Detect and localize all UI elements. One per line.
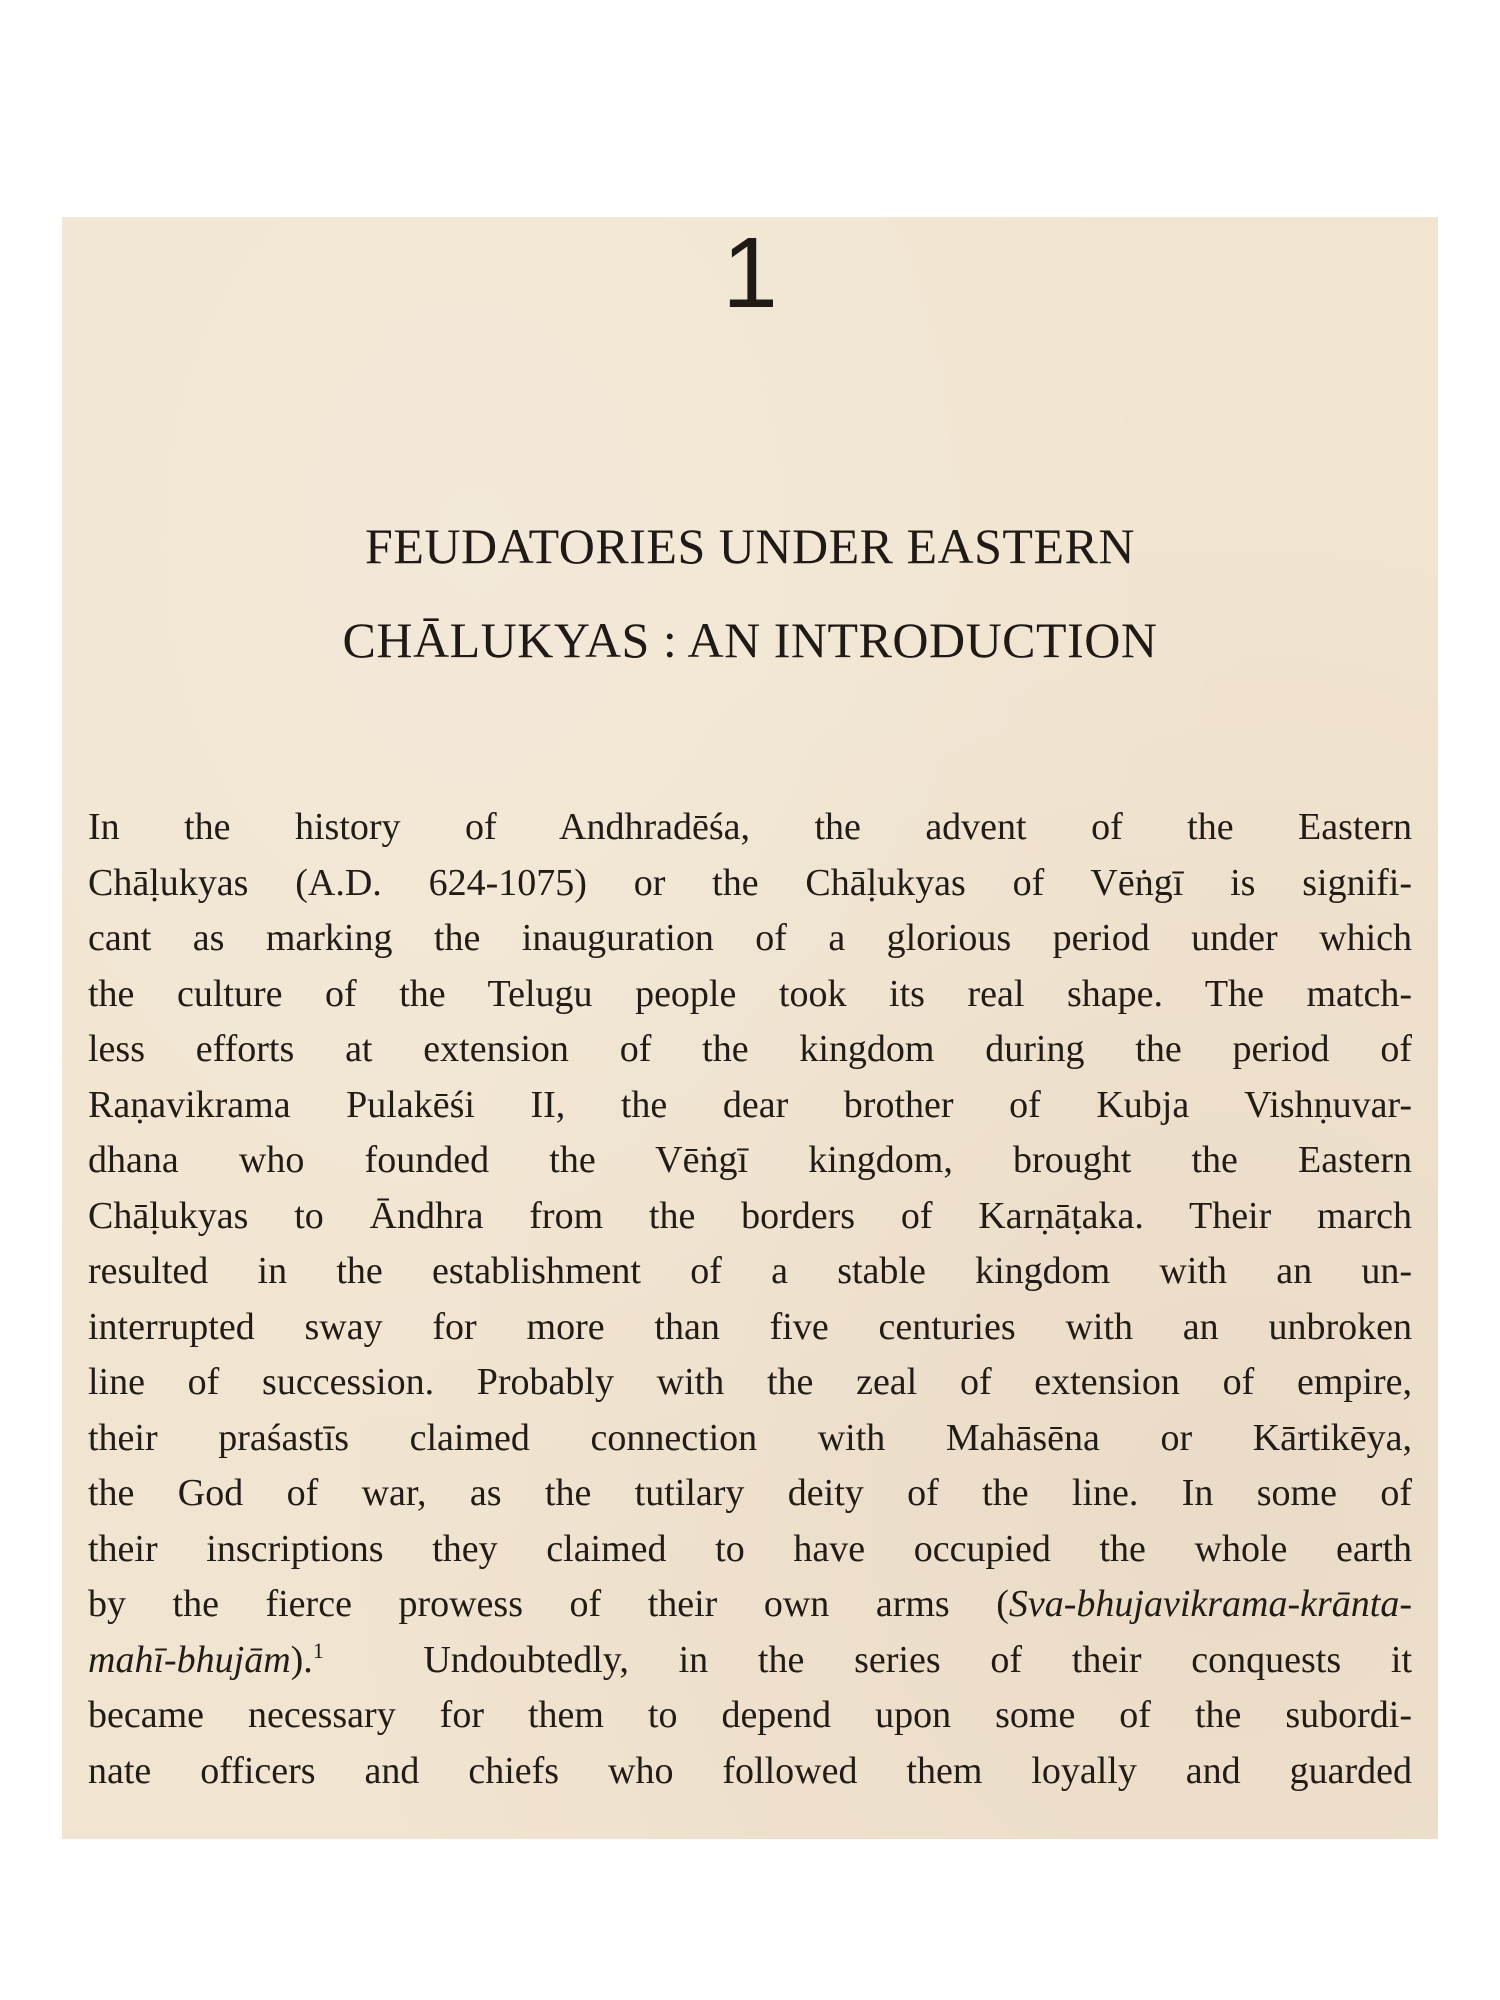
paragraph-line-with-italic <box>88 1633 1412 1689</box>
paragraph-line-with-italic <box>88 1577 1412 1633</box>
paragraph-line: Chāḷukyas (A.D. 624-1075) or the Chāḷukyas of Vēṅgī is signifi- <box>88 861 1412 904</box>
paragraph-line: less efforts at extension of the kingdom during the period of <box>88 1028 1412 1070</box>
chapter-title <box>62 499 1438 687</box>
paragraph-line: dhana who founded the Vēṅgī kingdom, brought the Eastern <box>88 1139 1412 1181</box>
paragraph-line: In the history of Andhradēśa, the advent of the Eastern <box>88 806 1412 848</box>
paragraph-line: line of succession. Probably with the zeal of extension of empire, <box>88 1361 1412 1403</box>
paragraph-line: cant as marking the inauguration of a glorious period under which <box>88 917 1412 959</box>
paragraph-line: interrupted sway for more than five centuries with an unbroken <box>88 1305 1412 1348</box>
chapter-title-line-2: CHĀLUKYAS : AN INTRODUCTION <box>342 612 1158 668</box>
chapter-number: 1 <box>722 217 778 329</box>
body-paragraph <box>88 800 1412 1799</box>
closing-punctuation: ). <box>290 1638 313 1681</box>
chapter-title-line-1: FEUDATORIES UNDER EASTERN <box>365 518 1135 574</box>
paragraph-line: Raṇavikrama Pulakēśi II, the dear brother of Kubja Vishṇuvar- <box>88 1083 1412 1126</box>
italic-phrase: Sva-bhujavikrama-krānta- <box>1008 1583 1412 1625</box>
paragraph-line: the culture of the Telugu people took its real shape. The match- <box>88 972 1412 1015</box>
scanned-book-page <box>62 217 1438 1839</box>
footnote-marker: 1 <box>312 1637 324 1663</box>
paragraph-line: nate officers and chiefs who followed them loyally and guarded <box>88 1749 1412 1792</box>
paragraph-line: their praśastīs claimed connection with Mahāsēna or Kārtikēya, <box>88 1416 1412 1459</box>
paragraph-line: resulted in the establishment of a stable kingdom with an un- <box>88 1250 1412 1292</box>
italic-phrase: mahī-bhujām <box>88 1638 291 1681</box>
paragraph-line: their inscriptions they claimed to have occupied the whole earth <box>88 1527 1412 1570</box>
paragraph-line: Chāḷukyas to Āndhra from the borders of Karṇāṭaka. Their march <box>88 1194 1412 1237</box>
paragraph-text: Undoubtedly, in the series of their conquests it <box>423 1638 1412 1681</box>
paragraph-line: the God of war, as the tutilary deity of the line. In some of <box>88 1472 1412 1514</box>
paragraph-text: by the fierce prowess of their own arms ( <box>88 1583 1009 1625</box>
paragraph-line: became necessary for them to depend upon some of the subordi- <box>88 1694 1412 1736</box>
